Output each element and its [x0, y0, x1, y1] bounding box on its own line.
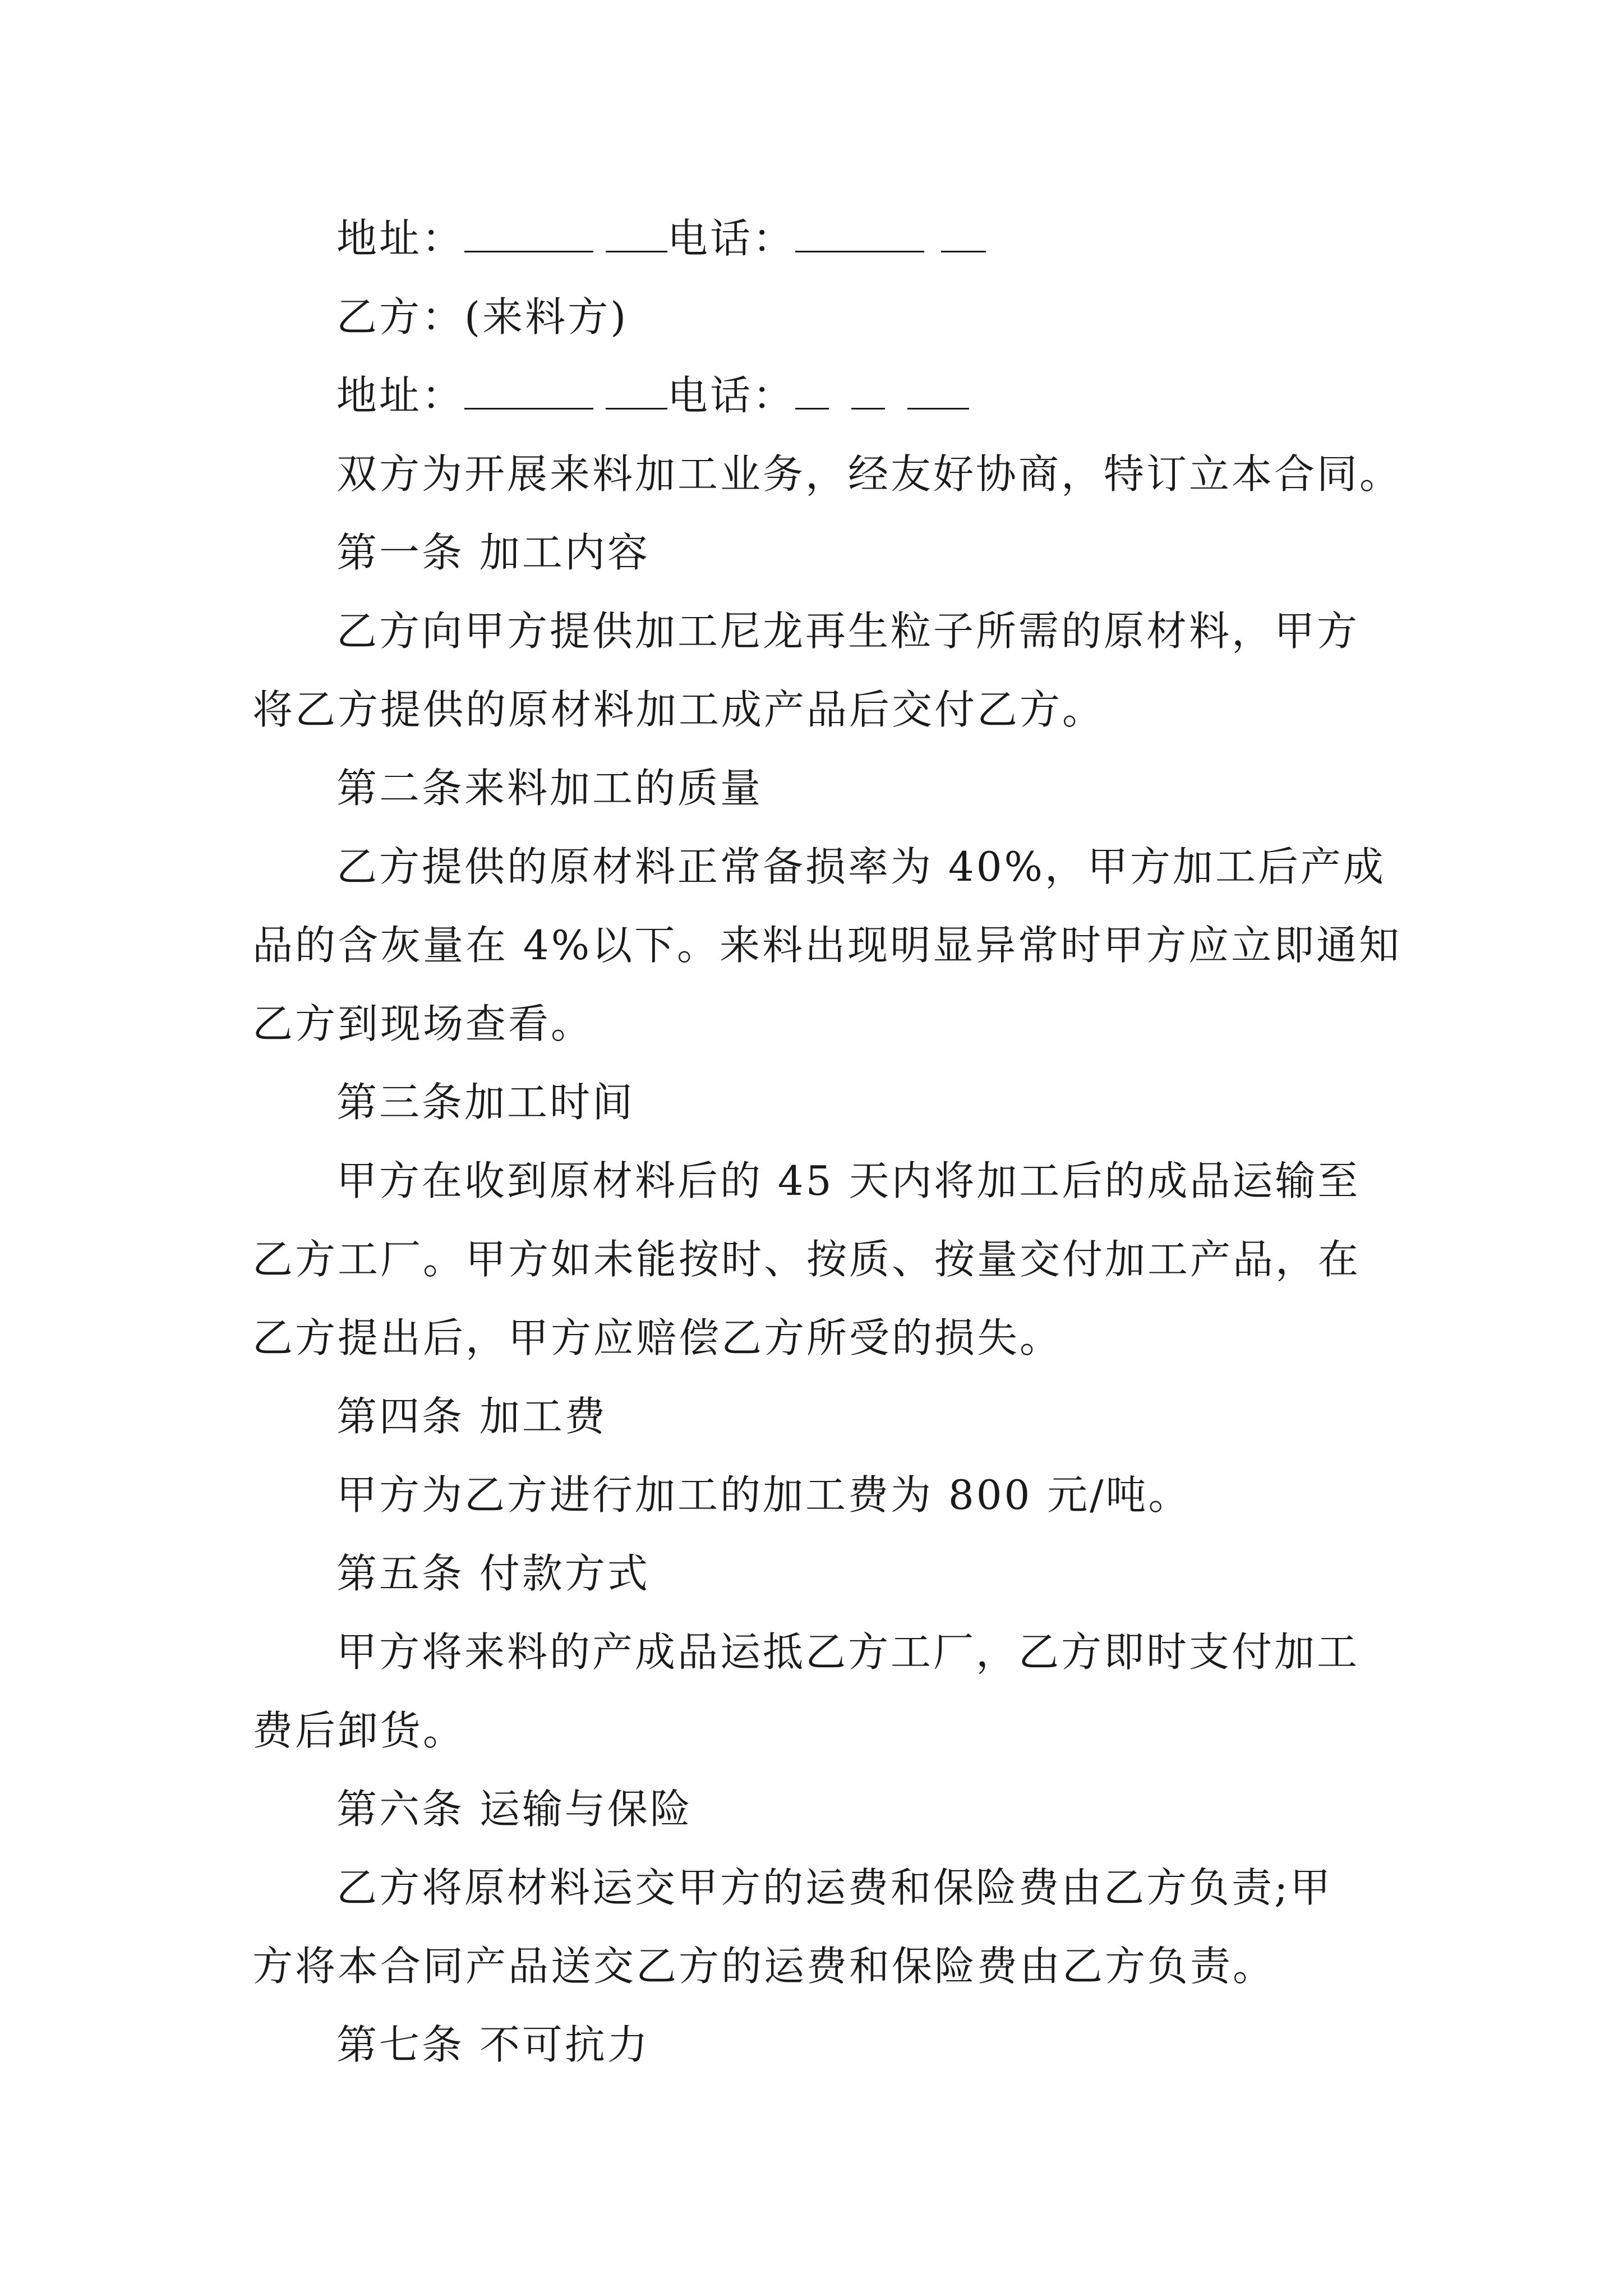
party-a-phone-blank-2: [941, 217, 986, 252]
article-1-line-2: 将乙方提供的原材料加工成产品后交付乙方。: [252, 686, 1105, 733]
party-b-address-blank-2: [606, 374, 667, 409]
party-a-address-blank: [464, 217, 593, 252]
article-2-line-1: 乙方提供的原材料正常备损率为 40%，甲方加工后产成: [336, 843, 1386, 890]
party-a-address-blank-2: [606, 217, 667, 252]
party-b-title: 乙方：(来料方): [336, 293, 629, 341]
article-3-line-3: 乙方提出后，甲方应赔偿乙方所受的损失。: [252, 1314, 1063, 1361]
article-3-line-1: 甲方在收到原材料后的 45 天内将加工后的成品运输至: [336, 1157, 1361, 1204]
party-b-phone-blank-2: [851, 374, 885, 409]
party-b-phone-blank: [795, 374, 829, 409]
party-a-contact-line: [336, 213, 986, 264]
article-4-heading: 第四条 加工费: [336, 1393, 607, 1440]
article-3-heading: 第三条加工时间: [336, 1079, 635, 1126]
article-1-heading: 第一条 加工内容: [336, 529, 650, 576]
article-6-heading: 第六条 运输与保险: [336, 1786, 693, 1833]
article-6-line-2: 方将本合同产品送交乙方的运费和保险费由乙方负责。: [252, 1943, 1276, 1990]
party-a-address-label: 地址：: [336, 215, 465, 262]
intro-paragraph: 双方为开展来料加工业务，经友好协商，特订立本合同。: [336, 450, 1403, 498]
article-2-heading: 第二条来料加工的质量: [336, 765, 763, 812]
article-6-line-1: 乙方将原材料运交甲方的运费和保险费由乙方负责;甲: [336, 1864, 1333, 1911]
article-4-line-1: 甲方为乙方进行加工的加工费为 800 元/吨。: [336, 1471, 1191, 1519]
party-b-address-blank: [464, 374, 593, 409]
article-7-heading: 第七条 不可抗力: [336, 2021, 650, 2068]
article-5-heading: 第五条 付款方式: [336, 1550, 650, 1597]
article-1-line-1: 乙方向甲方提供加工尼龙再生粒子所需的原材料，甲方: [336, 608, 1360, 655]
party-a-phone-blank: [795, 217, 924, 252]
party-b-phone-blank-3: [907, 374, 969, 409]
party-a-phone-label: 电话：: [667, 215, 796, 262]
party-b-address-label: 地址：: [336, 372, 465, 419]
party-b-phone-label: 电话：: [667, 372, 796, 419]
article-5-line-2: 费后卸货。: [252, 1707, 466, 1754]
party-b-contact-line: [336, 370, 969, 421]
article-3-line-2: 乙方工厂。甲方如未能按时、按质、按量交付加工产品，在: [252, 1236, 1361, 1283]
article-5-line-1: 甲方将来料的产成品运抵乙方工厂，乙方即时支付加工: [336, 1628, 1360, 1676]
article-2-line-2: 品的含灰量在 4%以下。来料出现明显异常时甲方应立即通知: [252, 922, 1402, 969]
article-2-line-3: 乙方到现场查看。: [252, 1000, 594, 1047]
